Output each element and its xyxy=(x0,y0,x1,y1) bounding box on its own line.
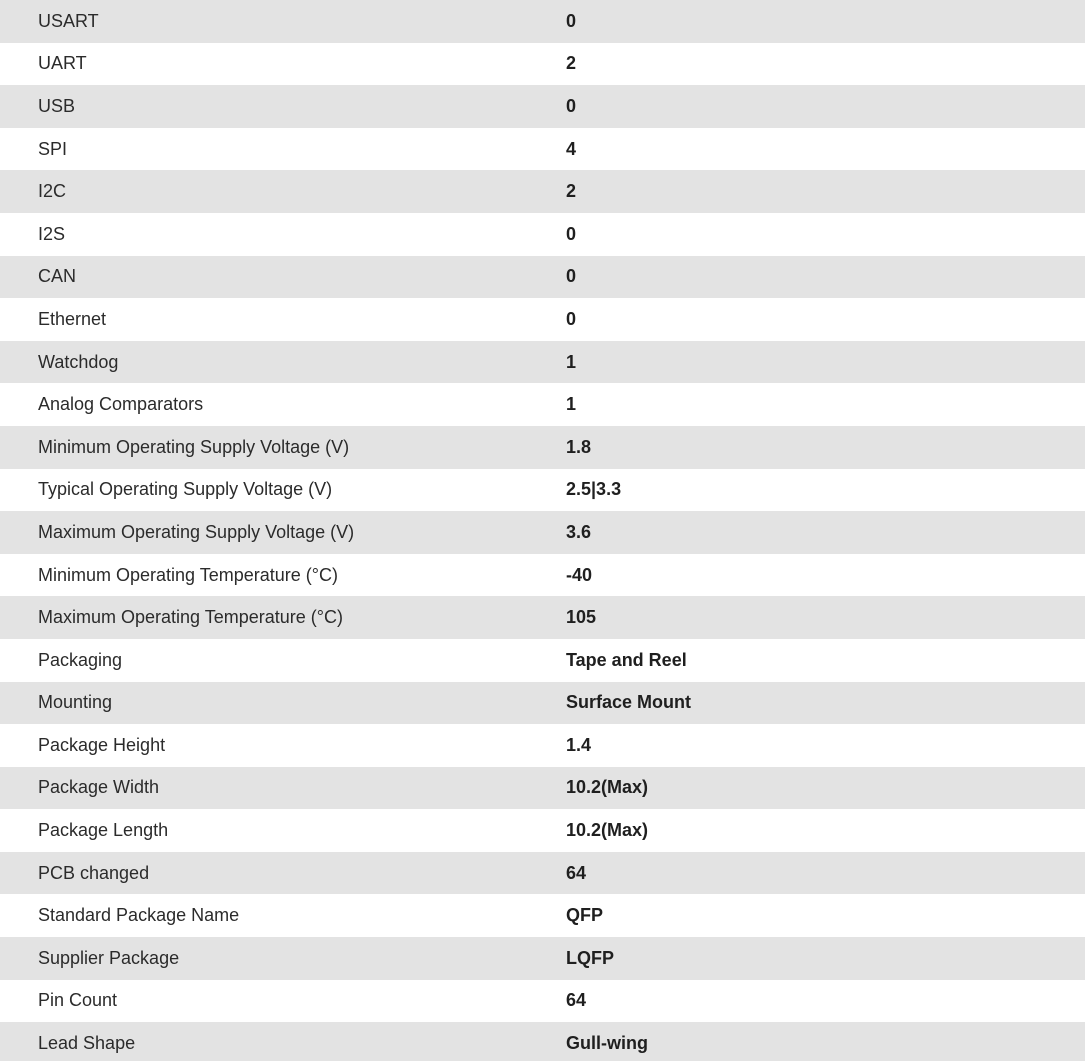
spec-value: -40 xyxy=(566,564,593,585)
spec-label: Mounting xyxy=(38,692,113,713)
spec-label: Minimum Operating Supply Voltage (V) xyxy=(38,436,350,457)
spec-label: Watchdog xyxy=(38,351,119,372)
spec-label: Package Length xyxy=(38,820,169,841)
spec-value: Gull-wing xyxy=(566,1033,648,1054)
spec-label: I2C xyxy=(38,181,67,202)
spec-value: Tape and Reel xyxy=(566,649,687,670)
spec-row xyxy=(0,85,1085,128)
spec-value: 64 xyxy=(566,862,587,883)
spec-label: USB xyxy=(38,95,76,116)
spec-row xyxy=(0,213,1085,256)
spec-row xyxy=(0,341,1085,384)
spec-row xyxy=(0,639,1085,682)
spec-row xyxy=(0,426,1085,469)
spec-row xyxy=(0,511,1085,554)
spec-label: Analog Comparators xyxy=(38,394,204,415)
spec-row xyxy=(0,980,1085,1023)
spec-label: Packaging xyxy=(38,649,123,670)
spec-row xyxy=(0,724,1085,767)
spec-label: Lead Shape xyxy=(38,1033,136,1054)
spec-value: 1.4 xyxy=(566,734,592,755)
spec-row xyxy=(0,852,1085,895)
spec-label: Minimum Operating Temperature (°C) xyxy=(38,564,338,585)
spec-row xyxy=(0,383,1085,426)
spec-label: Supplier Package xyxy=(38,947,180,968)
spec-value: 0 xyxy=(566,308,577,329)
spec-value: 0 xyxy=(566,95,577,116)
spec-row xyxy=(0,43,1085,86)
spec-row xyxy=(0,554,1085,597)
spec-row xyxy=(0,128,1085,171)
spec-value: LQFP xyxy=(566,947,614,968)
spec-value: QFP xyxy=(566,905,604,926)
spec-row xyxy=(0,682,1085,725)
spec-value: 1.8 xyxy=(566,436,592,457)
spec-value: 2 xyxy=(566,53,577,74)
spec-row xyxy=(0,298,1085,341)
spec-row xyxy=(0,596,1085,639)
spec-label: Typical Operating Supply Voltage (V) xyxy=(38,479,333,500)
spec-row xyxy=(0,809,1085,852)
spec-value: 105 xyxy=(566,607,597,628)
spec-value: 2 xyxy=(566,181,577,202)
spec-label: Package Height xyxy=(38,734,166,755)
spec-row xyxy=(0,0,1085,43)
spec-row xyxy=(0,767,1085,810)
spec-value: 0 xyxy=(566,10,577,31)
spec-label: USART xyxy=(38,10,99,31)
spec-label: Package Width xyxy=(38,777,160,798)
spec-row xyxy=(0,937,1085,980)
spec-row xyxy=(0,170,1085,213)
spec-value: 2.5|3.3 xyxy=(566,479,622,500)
spec-label: Pin Count xyxy=(38,990,118,1011)
spec-value: 10.2(Max) xyxy=(566,820,649,841)
spec-value: 1 xyxy=(566,351,577,372)
spec-value: 4 xyxy=(566,138,577,159)
spec-value: 1 xyxy=(566,394,577,415)
spec-row xyxy=(0,1022,1085,1061)
spec-label: Ethernet xyxy=(38,308,107,329)
spec-label: PCB changed xyxy=(38,862,150,883)
spec-label: I2S xyxy=(38,223,66,244)
spec-label: Maximum Operating Temperature (°C) xyxy=(38,607,343,628)
spec-value: 0 xyxy=(566,266,577,287)
spec-label: CAN xyxy=(38,266,77,287)
spec-value: 0 xyxy=(566,223,577,244)
spec-value: 64 xyxy=(566,990,587,1011)
spec-value: Surface Mount xyxy=(566,692,692,713)
spec-value: 3.6 xyxy=(566,521,592,542)
spec-label: Standard Package Name xyxy=(38,905,240,926)
spec-label: SPI xyxy=(38,138,68,159)
spec-value: 10.2(Max) xyxy=(566,777,649,798)
spec-row xyxy=(0,256,1085,299)
spec-label: Maximum Operating Supply Voltage (V) xyxy=(38,521,355,542)
spec-label: UART xyxy=(38,53,87,74)
spec-row xyxy=(0,894,1085,937)
spec-row xyxy=(0,469,1085,512)
